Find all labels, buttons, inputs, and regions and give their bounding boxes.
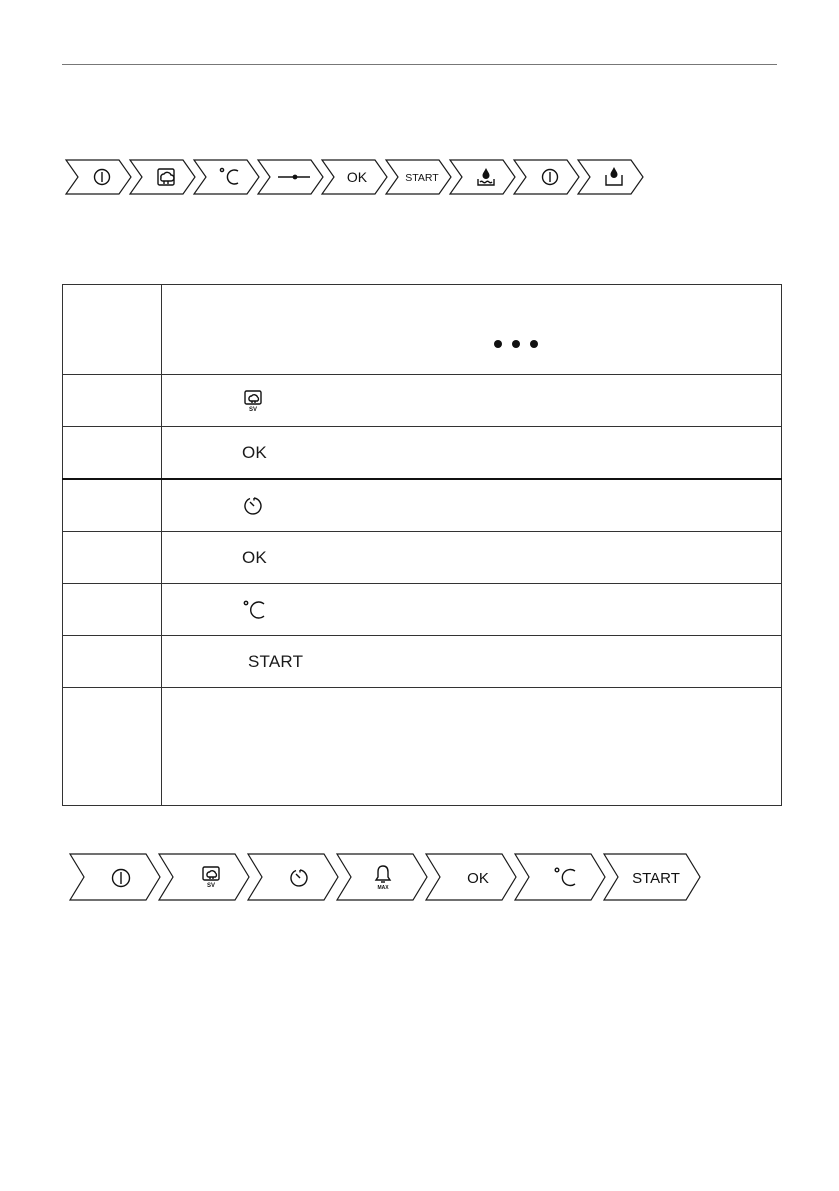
step-action-cell (162, 285, 782, 375)
seq1-step-slider (258, 160, 323, 194)
seq1-step-steam (130, 160, 195, 194)
button-sequence-1 (66, 158, 656, 196)
timer-icon (242, 494, 266, 518)
ok-symbol: OK (242, 442, 267, 462)
table-row (63, 584, 782, 636)
step-number-cell (63, 636, 162, 688)
seq2-step-power (70, 854, 160, 900)
seq2-start-text: START (632, 870, 680, 887)
step-number-cell (63, 479, 162, 532)
button-sequence-2 (70, 852, 710, 902)
step-number-cell (63, 584, 162, 636)
table-row (63, 427, 782, 480)
seq1-step-celsius (194, 160, 259, 194)
table-row (63, 636, 782, 688)
step-number-cell (63, 427, 162, 480)
svg-text:SV: SV (248, 406, 258, 413)
step-action-cell (162, 688, 782, 806)
step-action-cell (162, 636, 782, 688)
table-row (63, 479, 782, 532)
table-row (63, 375, 782, 427)
seq2-step-bell (337, 854, 427, 900)
step-action-cell (162, 584, 782, 636)
start-symbol: START (248, 651, 304, 671)
step-action-cell (162, 375, 782, 427)
table-row (63, 532, 782, 584)
seq2-step-start (604, 854, 700, 900)
bell-max-caption: MAX (377, 885, 389, 891)
header-rule (62, 64, 777, 65)
svg-text:SV: SV (206, 883, 216, 889)
seq2-step-ok (426, 854, 516, 900)
ok-symbol: OK (242, 547, 267, 567)
table-row (63, 688, 782, 806)
step-number-cell (63, 285, 162, 375)
seq1-step-power (66, 160, 131, 194)
steps-table (62, 284, 782, 806)
seq1-step-water-tank (578, 160, 643, 194)
step-action-cell (162, 427, 782, 480)
step-action-cell (162, 532, 782, 584)
seq2-ok-text: OK (467, 870, 489, 887)
step-number-cell (63, 375, 162, 427)
seq2-step-celsius (515, 854, 605, 900)
seq2-step-timer (248, 854, 338, 900)
seq1-step-water-tray (450, 160, 515, 194)
step-number-cell (63, 532, 162, 584)
steam-sv-icon (242, 389, 266, 413)
seq1-step-ok (322, 160, 387, 194)
seq1-ok-text: OK (346, 169, 368, 185)
seq2-step-steam (159, 854, 249, 900)
seq1-start-text: START (405, 172, 439, 184)
step-number-cell (63, 688, 162, 806)
seq1-step-power-2 (514, 160, 579, 194)
seq1-step-start (386, 160, 451, 194)
celsius-icon (242, 598, 268, 622)
step-action-cell (162, 479, 782, 532)
table-row (63, 285, 782, 375)
three-dots-icon (494, 340, 538, 348)
